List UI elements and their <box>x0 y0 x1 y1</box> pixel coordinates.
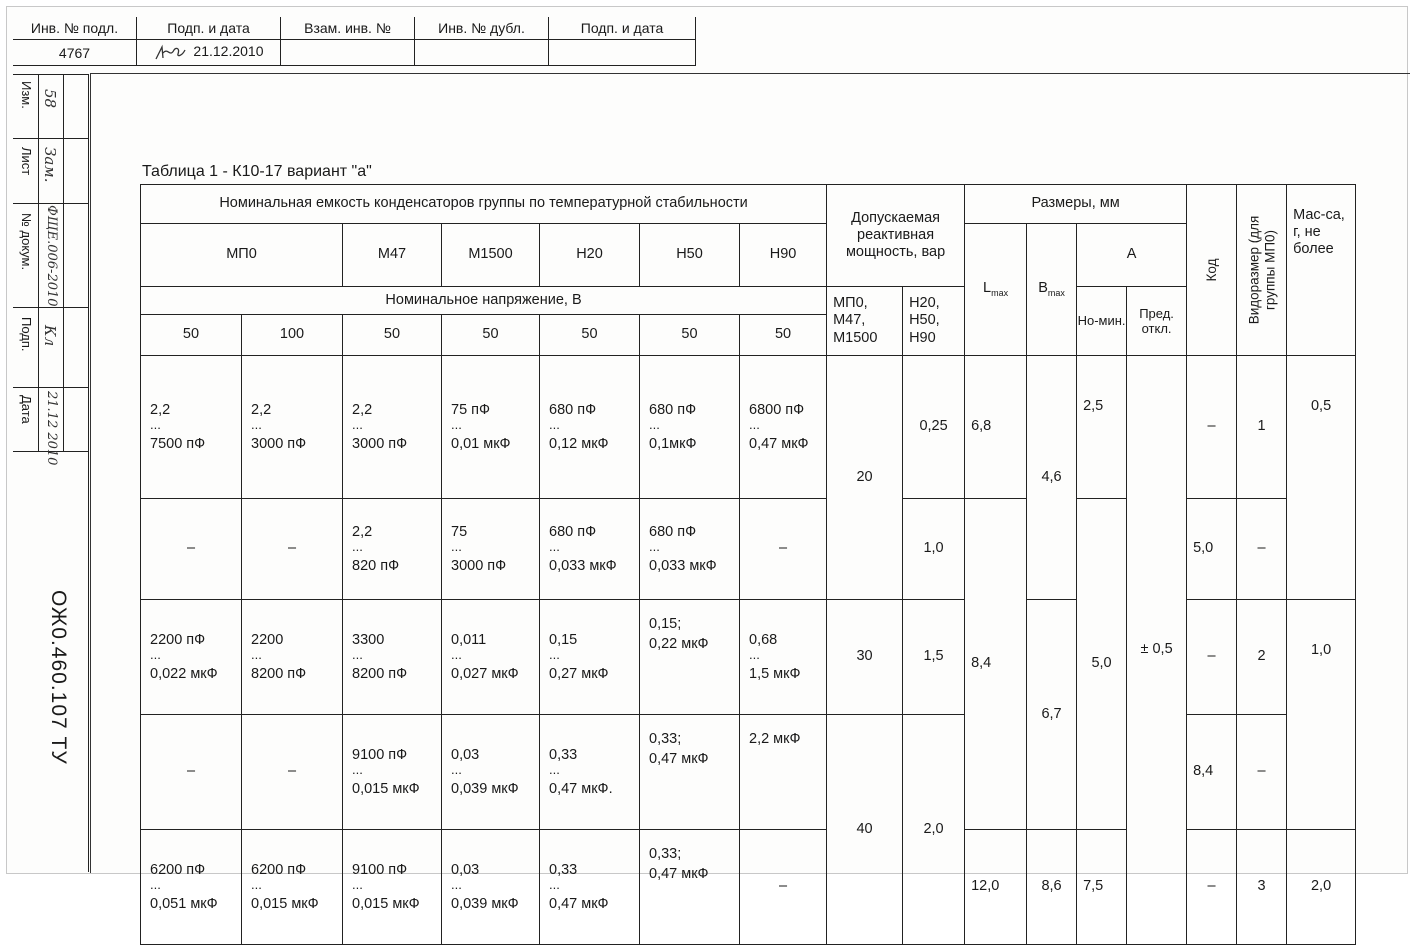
size-b-value: 4,6 <box>1027 356 1077 600</box>
side-stamp-divider <box>13 387 89 388</box>
power-value: 1,5 <box>903 600 965 715</box>
capacity-range: 6800 пФ ... 0,47 мкФ <box>740 356 827 499</box>
capacity-range: 75 ... 3000 пФ <box>442 499 540 600</box>
stamp-header-inv-dubl: Инв. № дубл. <box>415 17 549 40</box>
capacity-range: 2,2 ... 3000 пФ <box>343 356 442 499</box>
capacity-range: 0,33 ... 0,47 мкФ. <box>540 715 640 830</box>
capacity-range: 2200 ... 8200 пФ <box>242 600 343 715</box>
code-value: – <box>1187 600 1237 715</box>
capacity-range: 9100 пФ ... 0,015 мкФ <box>343 830 442 945</box>
capacity-range: 0,011 ... 0,027 мкФ <box>442 600 540 715</box>
stamp-header-vzam-inv: Взам. инв. № <box>281 17 415 40</box>
code-value: 5,0 <box>1187 499 1237 600</box>
capacity-range: 680 пФ ... 0,033 мкФ <box>640 499 740 600</box>
side-value-date: 21.12 2010 <box>44 391 59 466</box>
size-a-nominal-value: 2,5 <box>1077 356 1127 499</box>
side-value-doc: ФЩЕ.006-2010 <box>44 205 59 307</box>
capacity-empty: – <box>740 830 827 945</box>
side-stamp-divider <box>13 307 89 308</box>
header-voltage: Номинальное напряжение, В <box>141 287 827 315</box>
stamp-inv-number: 4767 <box>13 40 137 66</box>
capacity-range: 3300 ... 8200 пФ <box>343 600 442 715</box>
header-code: Код <box>1187 185 1237 356</box>
stamp-empty-3 <box>549 40 696 66</box>
side-stamp-divider <box>13 203 89 204</box>
power-value: 30 <box>827 600 903 715</box>
header-a-nominal: Но-мин. <box>1077 287 1127 356</box>
group-mp0: МП0 <box>141 224 343 287</box>
page-top-rule <box>90 73 1410 74</box>
capacity-range: 0,33 ... 0,47 мкФ <box>540 830 640 945</box>
power-value: 0,25 <box>903 356 965 499</box>
top-stamp-block <box>13 17 696 66</box>
power-value: 1,0 <box>903 499 965 600</box>
capacity-range: 2,2 ... 7500 пФ <box>141 356 242 499</box>
power-value: 20 <box>827 356 903 600</box>
header-a: А <box>1077 224 1187 287</box>
stamp-sign-cell <box>137 40 281 66</box>
side-label-doc: № докум. <box>19 213 34 271</box>
capacity-range: 6200 пФ ... 0,015 мкФ <box>242 830 343 945</box>
side-value-sign: Кл <box>41 325 59 347</box>
group-n90: Н90 <box>740 224 827 287</box>
document-code: ОЖ0.460.107 ТУ <box>47 590 70 765</box>
group-m1500: М1500 <box>442 224 540 287</box>
voltage-cell: 50 <box>343 315 442 356</box>
stamp-empty-2 <box>415 40 549 66</box>
header-capacity: Номинальная емкость конденсаторов группы по температурной стабильности <box>141 185 827 224</box>
capacity-range: 0,33; 0,47 мкФ <box>640 830 740 945</box>
capacity-single: 2,2 мкФ <box>740 715 827 830</box>
table-caption: Таблица 1 - К10-17 вариант "а" <box>142 163 372 180</box>
header-a-deviation: Пред. откл. <box>1127 287 1187 356</box>
main-table <box>140 184 1356 945</box>
power-group-2: Н20, Н50, Н90 <box>903 287 965 356</box>
size-l-value: 6,8 <box>965 356 1027 499</box>
power-value: 40 <box>827 715 903 945</box>
signature-icon <box>154 44 190 62</box>
mass-value: 1,0 <box>1287 600 1356 830</box>
capacity-range: 0,03 ... 0,039 мкФ <box>442 715 540 830</box>
header-mass: Мас-са, г, не более <box>1287 185 1356 356</box>
size-a-nominal-value: 5,0 <box>1077 499 1127 830</box>
capacity-range: 2,2 ... 3000 пФ <box>242 356 343 499</box>
page-left-rule <box>90 73 91 873</box>
header-vidorazmer: Видоразмер (для группы МП0) <box>1237 185 1287 356</box>
voltage-cell: 50 <box>442 315 540 356</box>
side-value-list: Зам. <box>41 147 59 183</box>
vidorazmer-value: – <box>1237 499 1287 600</box>
stamp-sign-date: 21.12.2010 <box>193 43 264 60</box>
capacity-range: 0,03 ... 0,039 мкФ <box>442 830 540 945</box>
header-sizes: Размеры, мм <box>965 185 1187 224</box>
capacity-range: 680 пФ ... 0,033 мкФ <box>540 499 640 600</box>
size-l-value: 12,0 <box>965 830 1027 945</box>
capacity-range: 0,15; 0,22 мкФ <box>640 600 740 715</box>
power-value: 2,0 <box>903 715 965 945</box>
group-n20: Н20 <box>540 224 640 287</box>
voltage-cell: 50 <box>740 315 827 356</box>
mass-value: 0,5 <box>1287 356 1356 600</box>
size-b-value: 6,7 <box>1027 600 1077 830</box>
voltage-cell: 100 <box>242 315 343 356</box>
capacity-range: 2200 пФ ... 0,022 мкФ <box>141 600 242 715</box>
vidorazmer-value: – <box>1237 715 1287 830</box>
mass-value: 2,0 <box>1287 830 1356 945</box>
code-value: 8,4 <box>1187 715 1237 830</box>
table-row <box>141 356 1356 499</box>
side-label-podp: Подп. <box>19 317 34 352</box>
side-stamp-block <box>13 74 89 466</box>
side-value-izm: 58 <box>41 89 59 109</box>
size-a-deviation-value: ± 0,5 <box>1127 356 1187 945</box>
code-value: – <box>1187 356 1237 499</box>
size-b-value: 8,6 <box>1027 830 1077 945</box>
side-stamp-divider <box>13 138 89 139</box>
side-label-data: Дата <box>19 395 34 424</box>
capacity-range: 75 пФ ... 0,01 мкФ <box>442 356 540 499</box>
stamp-header-podp-data: Подп. и дата <box>137 17 281 40</box>
voltage-cell: 50 <box>640 315 740 356</box>
capacity-range: 0,15 ... 0,27 мкФ <box>540 600 640 715</box>
header-b-max: $B_{max}$ <box>1027 224 1077 356</box>
size-a-nominal-value: 7,5 <box>1077 830 1127 945</box>
power-group-1: МП0, М47, М1500 <box>827 287 903 356</box>
capacity-range: 0,68 ... 1,5 мкФ <box>740 600 827 715</box>
code-value: – <box>1187 830 1237 945</box>
capacity-range: 0,33; 0,47 мкФ <box>640 715 740 830</box>
capacity-range: 680 пФ ... 0,1мкФ <box>640 356 740 499</box>
header-power: Допускаемая реактивная мощность, вар <box>827 185 965 287</box>
stamp-header-podp-data-2: Подп. и дата <box>549 17 696 40</box>
capacity-range: 680 пФ ... 0,12 мкФ <box>540 356 640 499</box>
capacity-empty: – <box>242 715 343 830</box>
capacity-range: 6200 пФ ... 0,051 мкФ <box>141 830 242 945</box>
vidorazmer-value: 2 <box>1237 600 1287 715</box>
side-label-izm: Изм. <box>19 81 34 109</box>
capacity-empty: – <box>141 499 242 600</box>
side-label-list: Лист <box>19 147 34 176</box>
capacity-empty: – <box>242 499 343 600</box>
voltage-cell: 50 <box>540 315 640 356</box>
voltage-cell: 50 <box>141 315 242 356</box>
capacity-empty: – <box>740 499 827 600</box>
group-n50: Н50 <box>640 224 740 287</box>
stamp-header-inv-podl: Инв. № подл. <box>13 17 137 40</box>
vidorazmer-value: 3 <box>1237 830 1287 945</box>
capacity-range: 2,2 ... 820 пФ <box>343 499 442 600</box>
vidorazmer-value: 1 <box>1237 356 1287 499</box>
size-l-value: 8,4 <box>965 499 1027 830</box>
header-l-max: $L_{max}$ <box>965 224 1027 356</box>
capacity-range: 9100 пФ ... 0,015 мкФ <box>343 715 442 830</box>
stamp-empty-1 <box>281 40 415 66</box>
group-m47: М47 <box>343 224 442 287</box>
capacity-empty: – <box>141 715 242 830</box>
